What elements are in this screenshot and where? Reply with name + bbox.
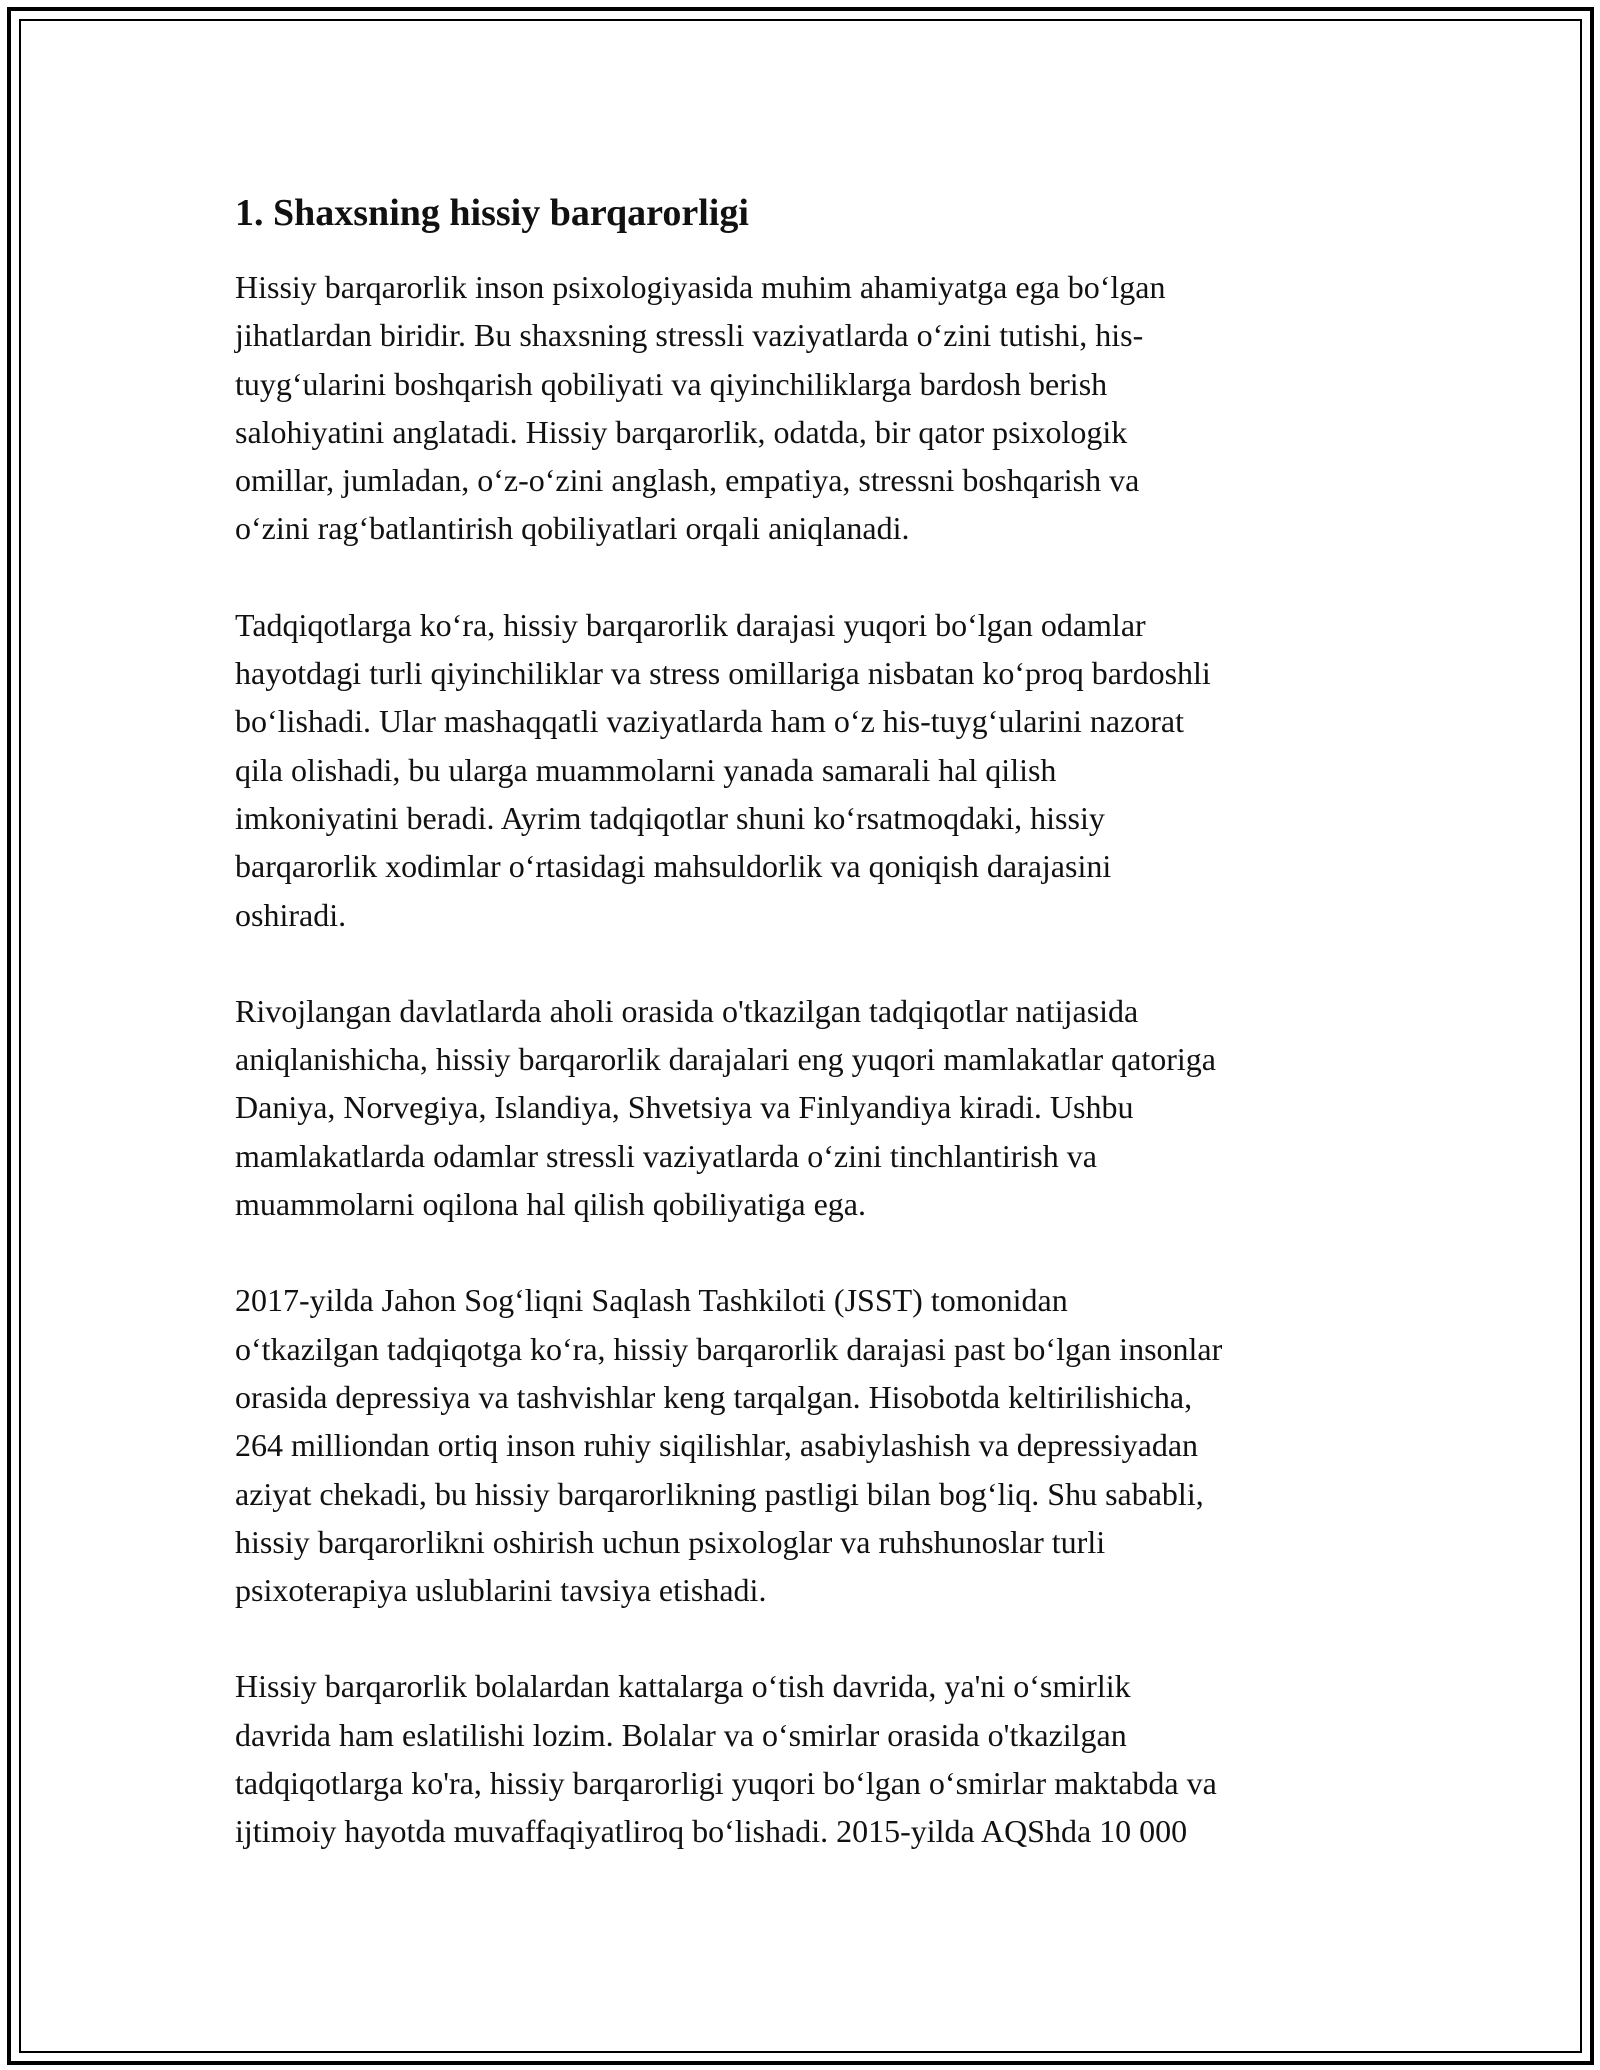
section-heading: 1. Shaxsning hissiy barqarorligi [235,192,749,234]
paragraph-2: Tadqiqotlarga ko‘ra, hissiy barqarorlik darajasi yuqori bo‘lgan odamlar hayotdagi turli qiyinchiliklar va stress omillariga nisbatan ko‘proq bardoshli bo‘lishadi. Ular mashaqqatli vaziyatlarda ham o‘z his-tuyg‘ularini nazorat qila olishadi, bu ularga muammolarni yanada samarali hal qilish imkoniyatini beradi. Ayrim tadqiqotlar shuni ko‘rsatmoqdaki, hissiy barqarorlik xodimlar o‘rtasidagi mahsuldorlik va qoniqish darajasini oshiradi. [235,606,1211,933]
document-body [235,187,1375,1904]
paragraph-4: 2017-yilda Jahon Sog‘liqni Saqlash Tashkiloti (JSST) tomonidan o‘tkazilgan tadqiqotga ko‘ra, hissiy barqarorlik darajasi past bo‘lgan insonlar orasida depressiya va tashvishlar keng tarqalgan. Hisobotda keltirilishicha, 264 milliondan ortiq inson ruhiy siqilishlar, asabiylashish va depressiyadan aziyat chekadi, bu hissiy barqarorlikning pastligi bilan bog‘liq. Shu sababli, hissiy barqarorlikni oshirish uchun psixologlar va ruhshunoslar turli psixoterapiya uslublarini tavsiya etishadi. [235,1282,1223,1609]
paragraph-1: Hissiy barqarorlik inson psixologiyasida muhim ahamiyatga ega bo‘lgan jihatlardan biridir. Bu shaxsning stressli vaziyatlarda o‘zini tutishi, his- tuyg‘ularini boshqarish qobiliyati va qiyinchiliklarga bardosh berish salohiyatini anglatadi. Hissiy barqarorlik, odatda, bir qator psixologik omillar, jumladan, o‘z-o‘zini anglash, empatiya, stressni boshqarish va o‘zini rag‘batlantirish qobiliyatlari orqali aniqlanadi. [235,269,1166,547]
paragraph-3: Rivojlangan davlatlarda aholi orasida o'tkazilgan tadqiqotlar natijasida aniqlanishicha, hissiy barqarorlik darajalari eng yuqori mamlakatlar qatoriga Daniya, Norvegiya, Islandiya, Shvetsiya va Finlyandiya kiradi. Ushbu mamlakatlarda odamlar stressli vaziyatlarda o‘zini tinchlantirish va muammolarni oqilona hal qilish qobiliyatiga ega. [235,992,1216,1223]
paragraph-5: Hissiy barqarorlik bolalardan kattalarga o‘tish davrida, ya'ni o‘smirlik davrida ham eslatilishi lozim. Bolalar va o‘smirlar orasida o'tkazilgan tadqiqotlarga ko'ra, hissiy barqarorligi yuqori bo‘lgan o‘smirlar maktabda va ijtimoiy hayotda muvaffaqiyatliroq bo‘lishadi. 2015-yilda AQShda 10 000 [235,1668,1217,1850]
